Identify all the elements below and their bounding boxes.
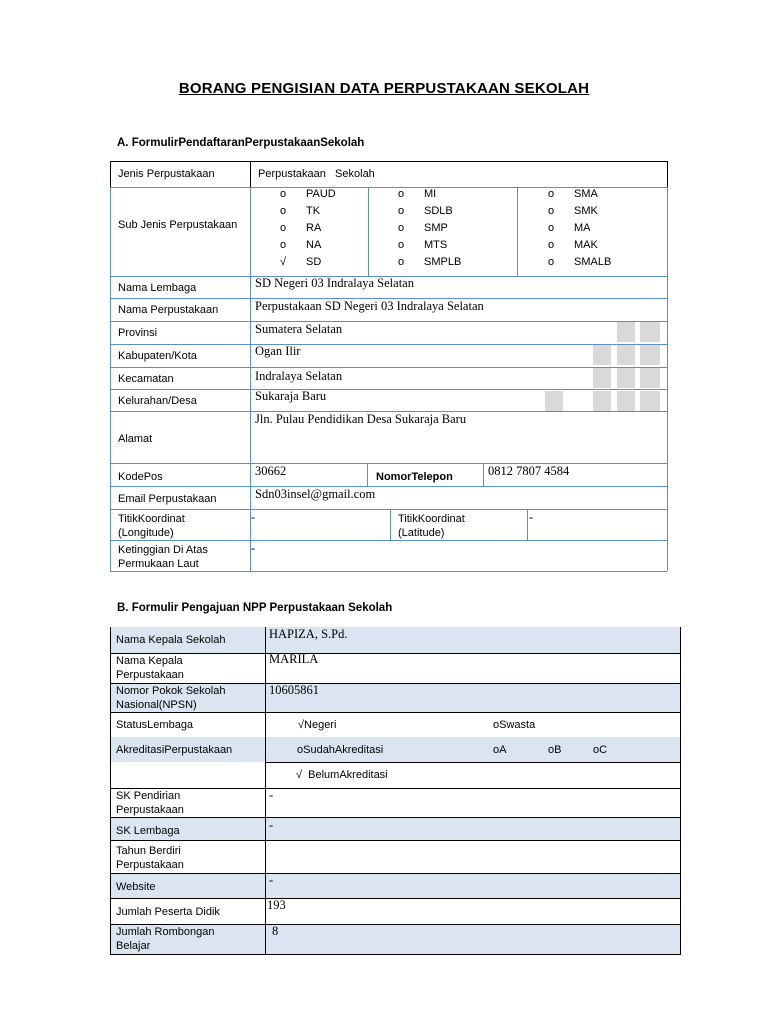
option-label: SDLB (424, 205, 453, 217)
rombongan-belajar-label: Jumlah Rombongan Belajar (116, 926, 215, 952)
gray-block (617, 368, 635, 388)
option-label: MA (574, 222, 591, 234)
radio-mark[interactable]: o (548, 222, 555, 234)
longitude-label: TitikKoordinat (Longitude) (118, 513, 185, 539)
status-label: StatusLembaga (116, 719, 194, 731)
radio-mark[interactable]: o (548, 256, 555, 268)
sub-jenis-col1 (280, 186, 336, 271)
akreditasi-c-option[interactable]: oC (593, 744, 608, 756)
peserta-didik-value[interactable]: 193 (267, 898, 286, 912)
kecamatan-value[interactable]: Indralaya Selatan (255, 369, 343, 383)
nama-perpustakaan-label: Nama Perpustakaan (118, 304, 219, 316)
radio-mark[interactable]: o (280, 222, 287, 234)
provinsi-value[interactable]: Sumatera Selatan (255, 322, 343, 336)
option-label: SMK (574, 205, 598, 217)
gray-block (640, 345, 660, 365)
gray-block (593, 391, 611, 411)
status-negeri-option[interactable]: √Negeri (298, 719, 337, 731)
akreditasi-belum-option[interactable]: √ BelumAkreditasi (296, 769, 388, 781)
kelurahan-value[interactable]: Sukaraja Baru (255, 389, 327, 403)
sk-pendirian-value[interactable]: - (269, 788, 274, 802)
kelurahan-label: Kelurahan/Desa (118, 395, 197, 407)
radio-mark[interactable]: o (398, 239, 405, 251)
option-label: SMALB (574, 256, 612, 268)
email-value[interactable]: Sdn03insel@gmail.com (255, 487, 376, 501)
jenis-perpustakaan-label: Jenis Perpustakaan (118, 168, 215, 180)
option-ra (280, 220, 336, 237)
radio-mark[interactable]: o (548, 188, 555, 200)
option-label: NA (306, 239, 322, 251)
option-smk (548, 203, 611, 220)
kecamatan-label: Kecamatan (118, 373, 174, 385)
kepala-perpus-value[interactable]: MARILA (269, 652, 319, 666)
sub-jenis-col3 (548, 186, 611, 271)
radio-mark[interactable]: o (398, 222, 405, 234)
rombongan-belajar-value[interactable]: 8 (272, 924, 279, 938)
radio-mark[interactable]: o (398, 188, 405, 200)
radio-mark[interactable]: o (280, 205, 287, 217)
npsn-value[interactable]: 10605861 (269, 683, 319, 697)
gray-block (617, 322, 635, 342)
option-smp (398, 220, 461, 237)
shaded-row (110, 873, 681, 898)
jenis-perpustakaan-value: Perpustakaan Sekolah (258, 168, 375, 180)
option-smalb (548, 254, 611, 271)
gray-block (617, 345, 635, 365)
section-b-heading: B. Formulir Pengajuan NPP Perpustakaan Sekolah (117, 602, 393, 614)
option-label: MTS (424, 239, 448, 251)
akreditasi-a-option[interactable]: oA (493, 744, 507, 756)
alamat-value[interactable]: Jln. Pulau Pendidikan Desa Sukaraja Baru (255, 412, 467, 426)
option-sd (280, 254, 336, 271)
radio-mark[interactable]: o (398, 256, 405, 268)
shaded-row (110, 817, 681, 840)
option-mts (398, 237, 461, 254)
radio-mark[interactable]: o (398, 205, 405, 217)
option-label: SMA (574, 188, 598, 200)
option-mi (398, 186, 461, 203)
email-label: Email Perpustakaan (118, 493, 217, 505)
kodepos-label: KodePos (118, 471, 163, 483)
option-sdlb (398, 203, 461, 220)
npsn-label: Nomor Pokok Sekolah Nasional(NPSN) (116, 685, 226, 711)
radio-mark[interactable]: o (548, 239, 555, 251)
kepala-sekolah-value[interactable]: HAPIZA, S.Pd. (269, 627, 348, 641)
telepon-label: NomorTelepon (376, 471, 453, 483)
telepon-value[interactable]: 0812 7807 4584 (488, 464, 570, 478)
gray-block (640, 322, 660, 342)
option-label: TK (306, 205, 321, 217)
peserta-didik-label: Jumlah Peserta Didik (116, 906, 220, 918)
nama-perpustakaan-value[interactable]: Perpustakaan SD Negeri 03 Indralaya Selatan (255, 299, 484, 313)
option-label: RA (306, 222, 322, 234)
option-label: SMP (424, 222, 448, 234)
option-smplb (398, 254, 461, 271)
option-label: PAUD (306, 188, 336, 200)
option-paud (280, 186, 336, 203)
latitude-label: TitikKoordinat (Latitude) (398, 513, 465, 539)
option-label: MI (424, 188, 437, 200)
nama-lembaga-label: Nama Lembaga (118, 282, 197, 294)
akreditasi-sudah-option[interactable]: oSudahAkreditasi (297, 744, 384, 756)
alamat-label: Alamat (118, 433, 153, 445)
longitude-value[interactable]: - (251, 510, 256, 524)
option-ma (548, 220, 611, 237)
kepala-perpus-label: Nama Kepala Perpustakaan (116, 655, 184, 681)
status-swasta-option[interactable]: oSwasta (493, 719, 536, 731)
kepala-sekolah-label: Nama Kepala Sekolah (116, 634, 226, 646)
provinsi-label: Provinsi (118, 327, 158, 339)
nama-lembaga-value[interactable]: SD Negeri 03 Indralaya Selatan (255, 276, 414, 290)
tahun-berdiri-label: Tahun Berdiri Perpustakaan (116, 845, 184, 871)
gray-block (617, 391, 635, 411)
option-label: MAK (574, 239, 598, 251)
kabupaten-value[interactable]: Ogan Ilir (255, 344, 301, 358)
sk-pendirian-label: SK Pendirian Perpustakaan (116, 790, 184, 816)
gray-block (545, 391, 563, 411)
akreditasi-label: AkreditasiPerpustakaan (116, 744, 233, 756)
ketinggian-value[interactable]: - (251, 541, 256, 555)
radio-mark[interactable]: o (280, 239, 287, 251)
option-mak (548, 237, 611, 254)
option-tk (280, 203, 336, 220)
gray-block (593, 368, 611, 388)
gray-block (593, 345, 611, 365)
gray-block (640, 391, 660, 411)
website-value[interactable]: - (269, 873, 274, 887)
website-label: Website (116, 881, 156, 893)
radio-mark[interactable]: o (548, 205, 555, 217)
gray-block (640, 368, 660, 388)
sub-jenis-label: Sub Jenis Perpustakaan (118, 219, 238, 231)
sk-lembaga-value[interactable]: - (269, 818, 274, 832)
sub-jenis-col2 (398, 186, 461, 271)
section-a-heading: A. FormulirPendaftaranPerpustakaanSekolah (117, 137, 365, 149)
page-title: BORANG PENGISIAN DATA PERPUSTAKAAN SEKOLAH (178, 80, 590, 97)
sk-lembaga-label: SK Lembaga (116, 825, 180, 837)
kodepos-value[interactable]: 30662 (255, 464, 287, 478)
check-mark[interactable]: √ (280, 256, 287, 268)
kabupaten-label: Kabupaten/Kota (118, 350, 197, 362)
akreditasi-b-option[interactable]: oB (548, 744, 562, 756)
ketinggian-label: Ketinggian Di Atas Permukaan Laut (118, 544, 208, 570)
option-label: SD (306, 256, 322, 268)
latitude-value[interactable]: - (529, 510, 534, 524)
option-sma (548, 186, 611, 203)
radio-mark[interactable]: o (280, 188, 287, 200)
option-na (280, 237, 336, 254)
option-label: SMPLB (424, 256, 462, 268)
